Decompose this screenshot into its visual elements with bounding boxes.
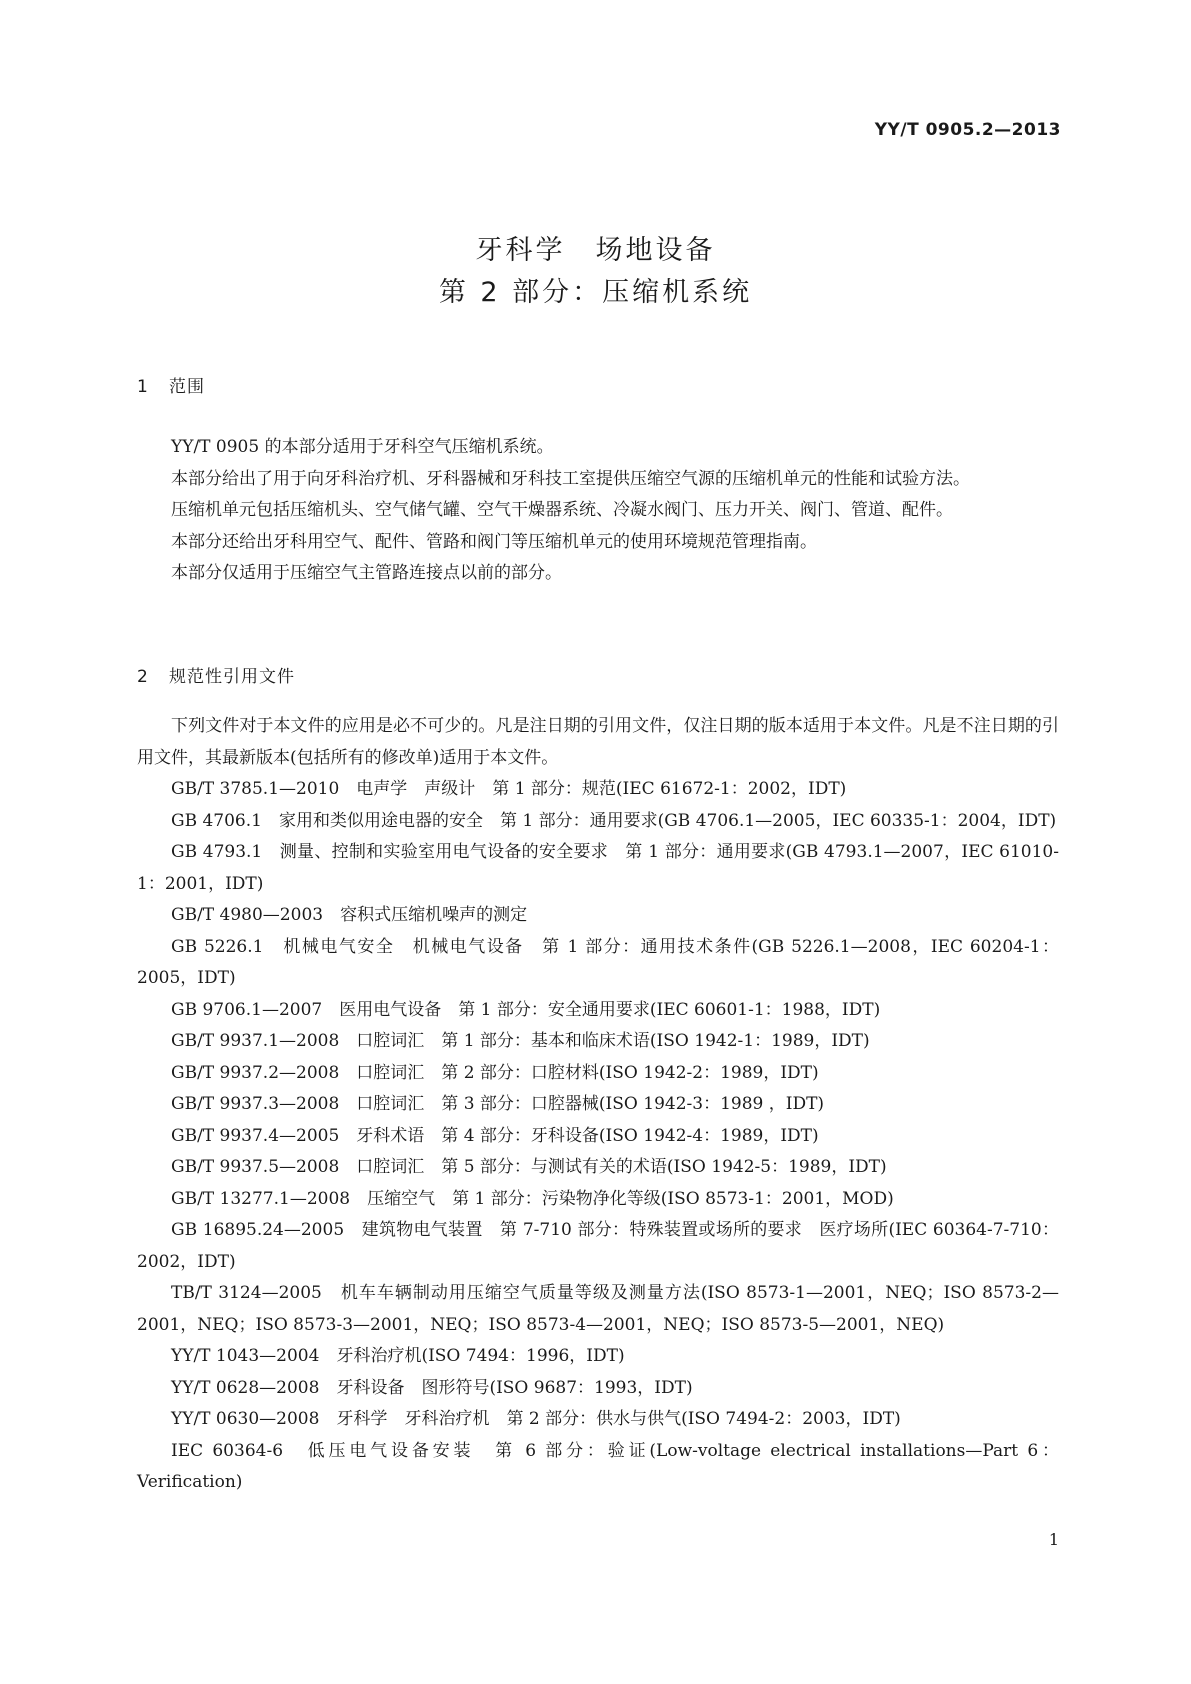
reference-item: GB 9706.1—2007 医用电气设备 第 1 部分：安全通用要求(IEC 60601-1：1988，IDT): [171, 999, 881, 1020]
paragraph: 本部分给出了用于向牙科治疗机、牙科器械和牙科技工室提供压缩空气源的压缩机单元的性能和试验方法。: [171, 468, 970, 489]
reference-item: GB 4706.1 家用和类似用途电器的安全 第 1 部分：通用要求(GB 4706.1—2005，IEC 60335-1：2004，IDT): [171, 810, 1057, 831]
document-subtitle: 第 2 部分：压缩机系统: [438, 277, 753, 308]
paragraph: YY/T 0905 的本部分适用于牙科空气压缩机系统。: [171, 437, 554, 457]
standard-code: YY/T 0905.2—2013: [874, 120, 1061, 140]
reference-item: YY/T 0630—2008 牙科学 牙科治疗机 第 2 部分：供水与供气(ISO 7494-2：2003，IDT): [171, 1409, 901, 1429]
reference-item: YY/T 0628—2008 牙科设备 图形符号(ISO 9687：1993，IDT): [171, 1377, 693, 1398]
reference-item: GB/T 9937.1—2008 口腔词汇 第 1 部分：基本和临床术语(ISO 1942-1：1989，IDT): [171, 1031, 870, 1051]
reference-item: GB/T 13277.1—2008 压缩空气 第 1 部分：污染物净化等级(ISO 8573-1：2001，MOD): [171, 1188, 894, 1209]
paragraph: 本部分还给出牙科用空气、配件、管路和阀门等压缩机单元的使用环境规范管理指南。: [171, 531, 817, 552]
reference-item: GB/T 3785.1—2010 电声学 声级计 第 1 部分：规范(IEC 61672-1：2002，IDT): [171, 779, 847, 799]
reference-item: GB/T 9937.3—2008 口腔词汇 第 3 部分：口腔器械(ISO 1942-3：1989 ，IDT): [171, 1094, 825, 1114]
document-title: 牙科学 场地设备: [475, 235, 716, 266]
section-heading-normative-references: [137, 662, 295, 687]
section-heading-scope: [137, 372, 205, 397]
section-number: 2: [137, 667, 149, 687]
paragraph: 压缩机单元包括压缩机头、空气储气罐、空气干燥器系统、冷凝水阀门、压力开关、阀门、管道、配件。: [171, 500, 953, 520]
section-title: 范围: [169, 377, 205, 397]
reference-item: GB 5226.1 机械电气安全 机械电气设备 第 1 部分：通用技术条件(GB 5226.1—2008，IEC 60204-1：2005，IDT): [137, 936, 1059, 988]
section-title: 规范性引用文件: [169, 667, 295, 687]
paragraph: 下列文件对于本文件的应用是必不可少的。凡是注日期的引用文件，仅注日期的版本适用于本文件。凡是不注日期的引用文件，其最新版本(包括所有的修改单)适用于本文件。: [137, 716, 1059, 768]
reference-item: TB/T 3124—2005 机车车辆制动用压缩空气质量等级及测量方法(ISO 8573-1—2001，NEQ；ISO 8573-2—2001，NEQ；ISO 8573-3—2001，NEQ；ISO 8573-4—2001，NEQ；ISO 8573-5—2001，NEQ): [137, 1283, 1059, 1335]
reference-item: GB/T 9937.2—2008 口腔词汇 第 2 部分：口腔材料(ISO 1942-2：1989，IDT): [171, 1062, 819, 1083]
reference-item: YY/T 1043—2004 牙科治疗机(ISO 7494：1996，IDT): [171, 1346, 625, 1366]
paragraph: 本部分仅适用于压缩空气主管路连接点以前的部分。: [171, 563, 562, 583]
section-body-normative-references: [137, 711, 1059, 1499]
section-body-scope: [137, 432, 1059, 590]
reference-item: GB/T 4980—2003 容积式压缩机噪声的测定: [171, 905, 528, 925]
reference-item: GB/T 9937.4—2005 牙科术语 第 4 部分：牙科设备(ISO 1942-4：1989，IDT): [171, 1125, 819, 1146]
reference-item: GB 4793.1 测量、控制和实验室用电气设备的安全要求 第 1 部分：通用要求(GB 4793.1—2007，IEC 61010-1：2001，IDT): [137, 842, 1059, 894]
section-number: 1: [137, 377, 149, 397]
reference-item: GB/T 9937.5—2008 口腔词汇 第 5 部分：与测试有关的术语(ISO 1942-5：1989，IDT): [171, 1157, 887, 1177]
reference-item: IEC 60364-6 低压电气设备安装 第 6 部分：验证(Low-voltage electrical installations—Part 6：Verification): [137, 1440, 1059, 1492]
page-number: 1: [1048, 1530, 1059, 1549]
reference-item: GB 16895.24—2005 建筑物电气装置 第 7-710 部分：特殊装置或场所的要求 医疗场所(IEC 60364-7-710：2002，IDT): [137, 1220, 1059, 1272]
